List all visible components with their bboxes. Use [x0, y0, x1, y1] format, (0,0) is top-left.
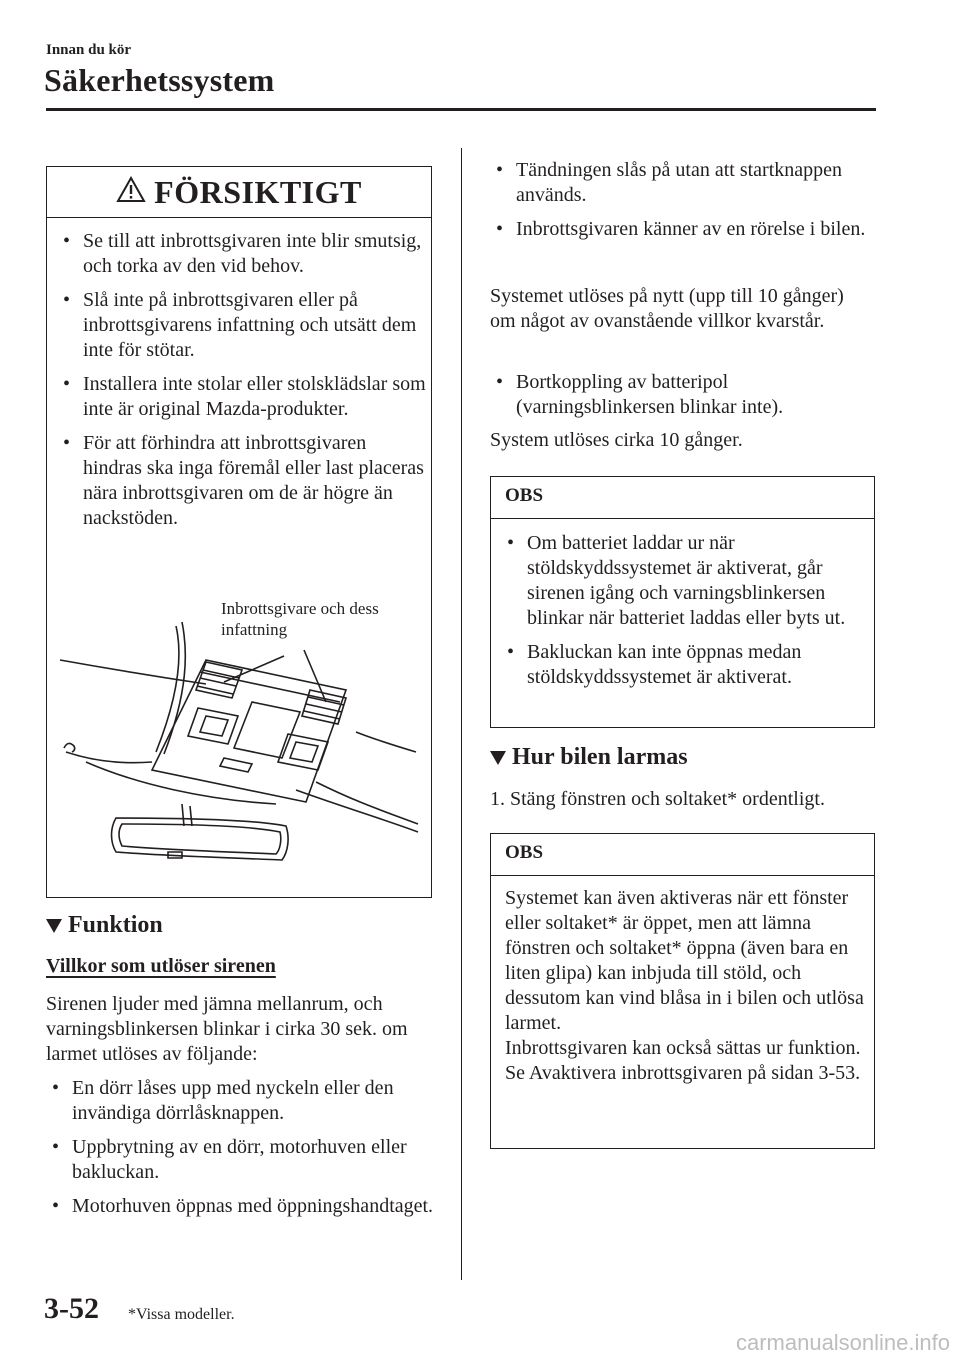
list-item: • Inbrottsgivaren känner av en rörelse i bilen. — [496, 218, 866, 240]
bullet-icon: • — [507, 641, 515, 663]
list-item: • För att förhindra att inbrottsgivaren hindras ska inga föremål eller last placeras nära inbrottsgivaren om de är högre än nackstöden. — [63, 432, 424, 529]
triangle-down-icon — [46, 919, 62, 933]
triangle-down-icon — [490, 751, 506, 765]
section-label: Innan du kör — [46, 42, 132, 58]
bullet-icon: • — [52, 1077, 60, 1099]
paragraph: System utlöses cirka 10 gånger. — [490, 429, 743, 451]
column-divider — [461, 148, 462, 1280]
list-item: • Slå inte på inbrottsgivaren eller på inbrottsgivarens infattning och utsätt dem inte för stötar. — [63, 289, 417, 361]
list-item: • Motorhuven öppnas med öppningshandtaget. — [52, 1195, 434, 1217]
bullet-icon: • — [52, 1136, 60, 1158]
bullet-icon: • — [63, 230, 71, 252]
note-box — [490, 833, 875, 1149]
caution-list — [57, 229, 427, 540]
step-1: 1. Stäng fönstren och soltaket* ordentligt. — [490, 788, 825, 810]
note-text: Systemet kan även aktiveras när ett fönster eller soltaket* är öppet, men att lämna fönstren och soltaket* öppna (även bara en liten glipa) kan inbjuda till stöld, och dessutom kan vind blåsa in i bilen och utlösa larmet. Inbrottsgivaren kan också sättas ur funktion. Se Avaktivera inbrottsgivaren på sidan 3-53. — [505, 887, 864, 1084]
bullet-icon: • — [496, 218, 504, 240]
section-heading-funktion: Funktion — [46, 912, 163, 939]
note-title: OBS — [491, 834, 874, 876]
list-item: • Tändningen slås på utan att startknappen används. — [496, 159, 843, 206]
list-item: • Installera inte stolar eller stolsklädslar som inte är original Mazda-produkter. — [63, 373, 426, 420]
bullet-icon: • — [52, 1195, 60, 1217]
section-heading-arming: Hur bilen larmas — [490, 744, 688, 771]
bullet-icon: • — [507, 532, 515, 554]
bullet-icon: • — [496, 159, 504, 181]
battery-list — [490, 370, 870, 429]
paragraph: Sirenen ljuder med jämna mellanrum, och varningsblinkersen blinkar i cirka 30 sek. om larmet utlöses av följande: — [46, 993, 408, 1065]
list-item: • Om batteriet laddar ur när stöldskyddssystemet är aktiverat, går sirenen igång och varningsblinkersen blinkar när batteriet laddas eller byts ut. — [507, 532, 846, 629]
note-box — [490, 476, 875, 728]
trigger-list — [46, 1076, 446, 1228]
list-item: • Bortkoppling av batteripol (varningsblinkersen blinkar inte). — [496, 371, 784, 418]
page-title: Säkerhetssystem — [44, 62, 275, 98]
bullet-icon: • — [496, 371, 504, 393]
list-item: • Se till att inbrottsgivaren inte blir smutsig, och torka av den vid behov. — [63, 230, 422, 277]
list-item: • Bakluckan kan inte öppnas medan stöldskyddssystemet är aktiverat. — [507, 641, 802, 688]
paragraph: Systemet utlöses på nytt (upp till 10 gånger) om något av ovanstående villkor kvarstår. — [490, 285, 844, 332]
footnote: *Vissa modeller. — [128, 1306, 235, 1323]
list-item: • En dörr låses upp med nyckeln eller den invändiga dörrlåsknappen. — [52, 1077, 394, 1124]
intrusion-sensor-illustration — [56, 612, 422, 882]
figure-label: Inbrottsgivare och dess infattning — [221, 599, 379, 639]
note-list — [501, 531, 866, 699]
caution-header — [47, 167, 431, 218]
header-rule — [46, 108, 876, 111]
warning-icon — [116, 176, 146, 208]
list-item: • Uppbrytning av en dörr, motorhuven eller bakluckan. — [52, 1136, 407, 1183]
watermark: carmanualsonline.info — [730, 1330, 960, 1356]
page-number: 3-52 — [44, 1292, 99, 1325]
note-title: OBS — [491, 477, 874, 519]
bullet-icon: • — [63, 373, 71, 395]
bullet-icon: • — [63, 432, 71, 454]
subheading-siren-conditions: Villkor som utlöser sirenen — [46, 955, 276, 977]
caution-title: FÖRSIKTIGT — [154, 173, 362, 210]
trigger-list-continued — [490, 158, 870, 251]
bullet-icon: • — [63, 289, 71, 311]
